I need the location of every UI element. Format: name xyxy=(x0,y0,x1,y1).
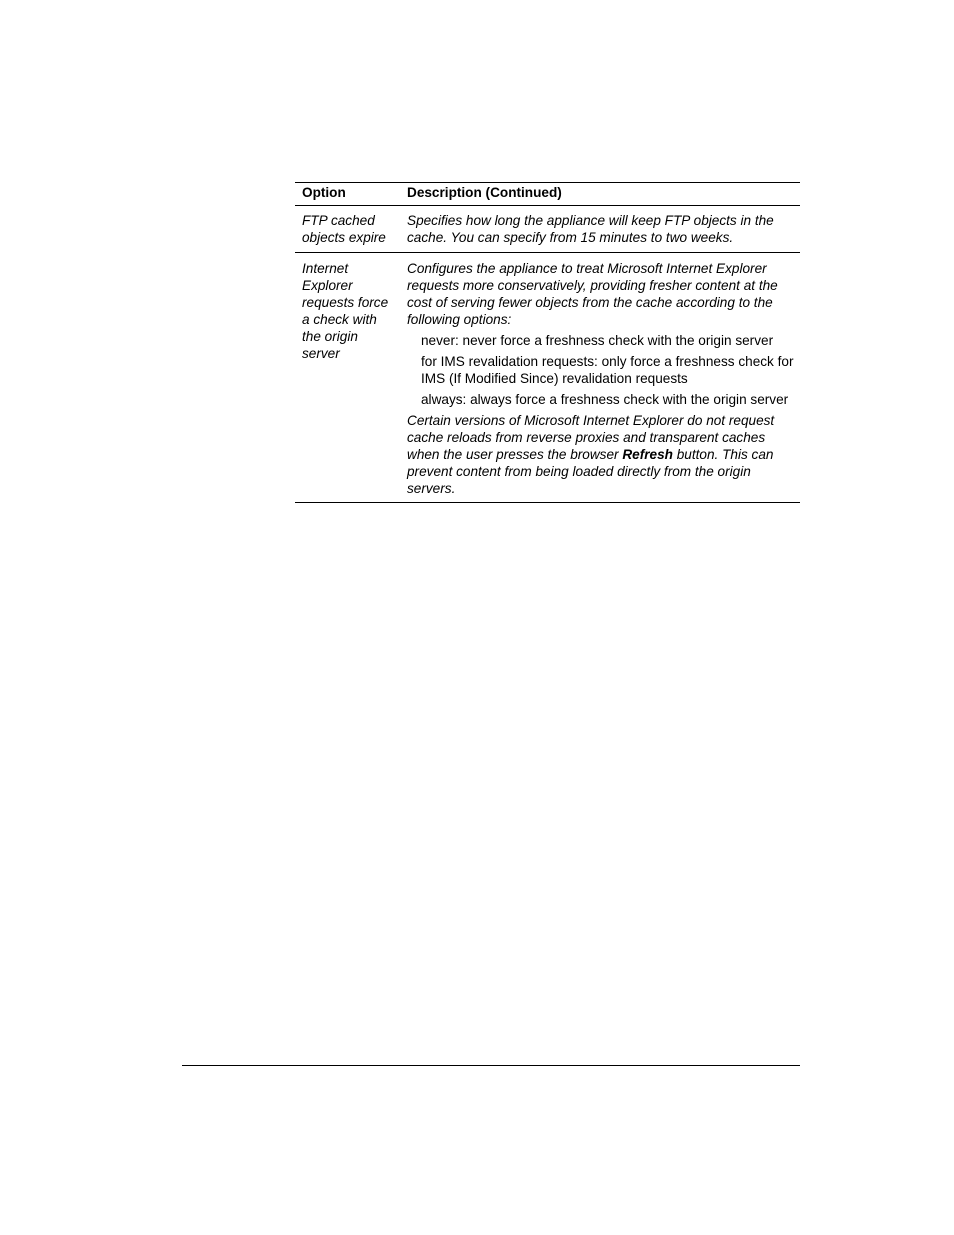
option-values-list xyxy=(407,332,794,408)
table-row xyxy=(295,206,800,253)
note-text-after: button. This can prevent content from being loaded directly from the origin servers. xyxy=(407,447,774,496)
refresh-button-label: Refresh xyxy=(622,447,673,462)
option-description: Configures the appliance to treat Microsoft Internet Explorer requests more conservatively, providing fresher content at the cost of serving fewer objects from the cache according to the following options: xyxy=(407,261,778,327)
option-description: Specifies how long the appliance will keep FTP objects in the cache. You can specify from 15 minutes to two weeks. xyxy=(400,206,800,253)
list-item: always: always force a freshness check with the origin server xyxy=(421,392,789,407)
options-table xyxy=(295,182,800,503)
header-option: Option xyxy=(295,183,400,206)
list-item: never: never force a freshness check with the origin server xyxy=(421,333,774,348)
header-description: Description (Continued) xyxy=(400,183,800,206)
note-text-before: Certain versions of Microsoft Internet Explorer do not request cache reloads from reverse proxies and transparent caches when the user presses the browser xyxy=(407,413,775,462)
option-name: FTP cached objects expire xyxy=(295,206,400,253)
option-note xyxy=(407,412,794,497)
option-description-cell xyxy=(400,253,800,503)
table-row xyxy=(295,253,800,503)
list-item: for IMS revalidation requests: only force a freshness check for IMS (If Modified Since) revalidation requests xyxy=(421,354,794,386)
footer-divider xyxy=(182,1065,800,1066)
table-header-row xyxy=(295,183,800,206)
option-name: Internet Explorer requests force a check with the origin server xyxy=(295,253,400,503)
